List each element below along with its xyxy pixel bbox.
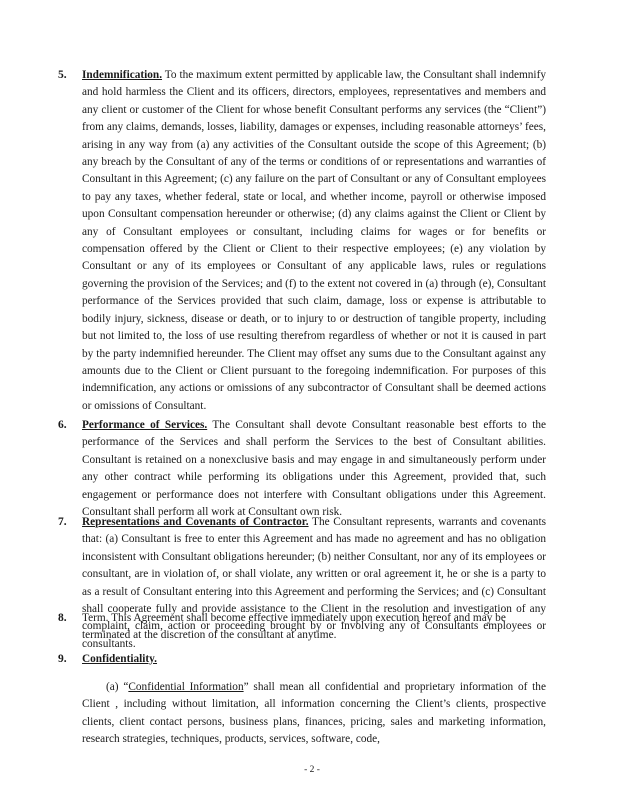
- section-number: 5.: [58, 69, 67, 81]
- section-heading: Term.: [82, 612, 109, 624]
- subsection-paragraph: [82, 679, 546, 749]
- section-paragraph: [82, 651, 546, 668]
- section-heading: Representations and Covenants of Contractor.: [82, 516, 309, 528]
- section-body: This Agreement shall become effective immediately upon execution hereof and may be terminated at the discretion of the consultant at anytime.: [82, 612, 506, 642]
- section-8-term: [58, 610, 546, 645]
- section-number: 7.: [58, 516, 67, 528]
- subsection-body: ” shall mean all confidential and proprietary information of the Client , including without limitation, all information concerning the Client’s clients, prospective clients, client contact persons, business plans, finances, pricing, sales and marketing information, research strategies, techniques, products, services, software, code,: [82, 681, 546, 746]
- section-body: To the maximum extent permitted by applicable law, the Consultant shall indemnify and hold harmless the Client and its officers, directors, employees, representatives and members and any client or customer of the Client for whose benefit Consultant performs any services (the “Client”) from any claims, demands, losses, liability, damages or expenses, including reasonable attorneys’ fees, arising in any way from (a) any activities of the Consultant outside the scope of this Agreement; (b) any breach by the Consultant of any of the terms or conditions of or representations and warranties of Consultant in this Agreement; (c) any failure on the part of Consultant or any of Consultant employees to pay any taxes, whether federal, state or local, and whether income, payroll or otherwise imposed upon Consultant compensation hereunder or otherwise; (d) any claims against the Client or Client by any of Consultant employees or consultant, including claims for wages or for benefits or compensation offered by the Client or Client to their respective employees; (e) any violation by Consultant or any of its employees or Consultant of any applicable laws, rules or regulations governing the provision of the Services; and (f) to the extent not covered in (a) through (e), Consultant performance of the Services provided that such claim, damage, loss or expense is attributable to bodily injury, sickness, disease or death, or to injury to or destruction of tangible property, including but not limited to, the loss of use resulting therefrom regardless of whether or not it is caused in part by the party indemnified hereunder. The Client may offset any sums due to the Consultant against any amounts due to the Client or Client pursuant to the foregoing indemnification. For purposes of this indemnification, any actions or omissions of any subcontractor of Consultant shall be deemed actions or omissions of Consultant.: [82, 69, 546, 412]
- defined-term: Confidential Information: [128, 681, 244, 693]
- section-body: The Consultant shall devote Consultant reasonable best efforts to the performance of the Services and shall perform the Services to the best of Consultant abilities. Consultant is retained on a nonexclusive basis and may engage in and simultaneously perform under any other contract while performing its obligations under this Agreement, provided that, such engagement or performance does not interfere with Consultant obligations under this Agreement. Consultant shall perform all work at Consultant own risk.: [82, 419, 546, 519]
- section-number: 8.: [58, 612, 67, 624]
- subsection-prefix: (a) “: [106, 681, 129, 693]
- section-number: 6.: [58, 419, 67, 431]
- section-6-performance: [58, 417, 546, 521]
- section-heading: Indemnification.: [82, 69, 163, 81]
- section-body: The Consultant represents, warrants and covenants that: (a) Consultant is free to enter this Agreement and has made no agreement and has no obligation inconsistent with Consultant obligations hereunder; (b) neither Consultant, nor any of its employees or consultant, are in violation of, or shall violate, any written or oral agreement it, he or she is a party to as a result of Consultant entering into this Agreement and performing the Services; and (c) Consultant shall cooperate fully and provide assistance to the Client in the resolution and investigation of any complaint, claim, action or proceeding brought by or involving any of Consultants employees or consultants.: [82, 516, 546, 650]
- section-9-confidentiality: [58, 651, 546, 668]
- section-heading: Performance of Services.: [82, 419, 208, 431]
- confidentiality-subsection-a: [82, 679, 546, 749]
- section-heading: Confidentiality.: [82, 653, 158, 665]
- section-5-indemnification: [58, 67, 546, 415]
- section-paragraph: [82, 417, 546, 521]
- section-paragraph: [82, 610, 546, 645]
- page-number: - 2 -: [304, 765, 320, 775]
- section-number: 9.: [58, 653, 67, 665]
- section-paragraph: [82, 67, 546, 415]
